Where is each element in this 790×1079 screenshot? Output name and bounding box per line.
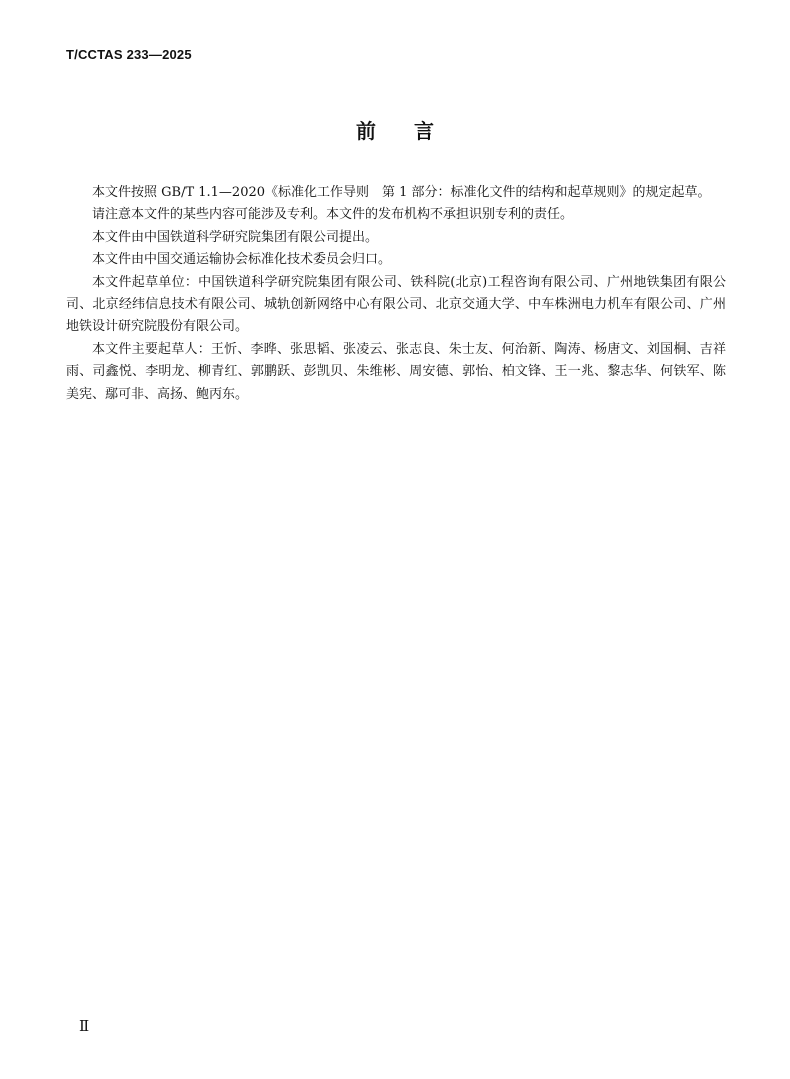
paragraph-drafters: 本文件主要起草人：王忻、李晔、张思韬、张凌云、张志良、朱士友、何治新、陶涛、杨唐文、刘国桐、吉祥雨、司鑫悦、李明龙、柳青红、郭鹏跃、彭凯贝、朱维彬、周安德、郭怡、柏文锋、王一兆、黎志华、何铁军、陈美宪、鄢可非、高扬、鲍丙东。 (66, 341, 726, 402)
foreword-body (66, 182, 726, 406)
paragraph-drafting-units: 本文件起草单位：中国铁道科学研究院集团有限公司、铁科院(北京)工程咨询有限公司、广州地铁集团有限公司、北京经纬信息技术有限公司、城轨创新网络中心有限公司、北京交通大学、中车株洲电力机车有限公司、广州地铁设计研究院股份有限公司。 (66, 274, 726, 335)
paragraph-proposer: 本文件由中国铁道科学研究院集团有限公司提出。 (92, 229, 379, 245)
paragraph-drafting-rules: 本文件按照 GB/T 1.1—2020《标准化工作导则 第 1 部分：标准化文件的结构和起草规则》的规定起草。 (92, 185, 711, 200)
page-number: Ⅱ (79, 1017, 90, 1035)
document-code: T/CCTAS 233—2025 (66, 47, 192, 62)
paragraph-patent-notice: 请注意本文件的某些内容可能涉及专利。本文件的发布机构不承担识别专利的责任。 (92, 207, 574, 223)
page-title: 前言 (356, 119, 472, 143)
paragraph-centralized-by: 本文件由中国交通运输协会标准化技术委员会归口。 (92, 252, 392, 268)
